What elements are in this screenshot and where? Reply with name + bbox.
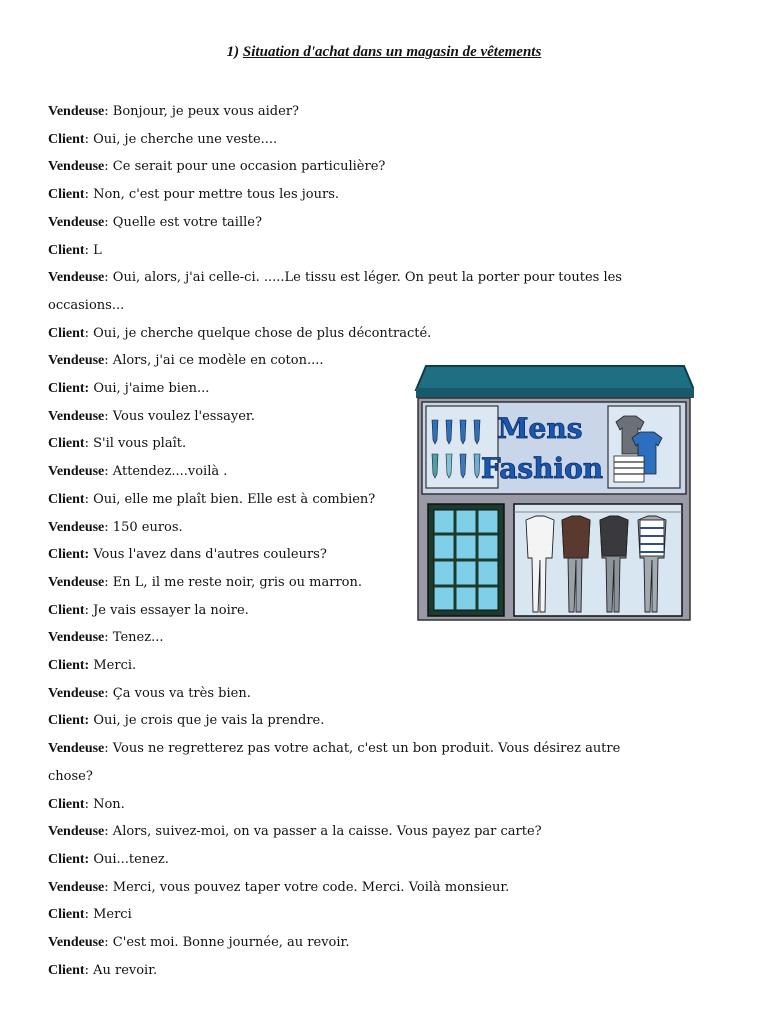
speaker-label: Vendeuse bbox=[48, 519, 105, 535]
utterance-text: En L, il me reste noir, gris ou marron. bbox=[108, 574, 363, 590]
speaker-label: Vendeuse bbox=[48, 464, 105, 480]
utterance-text: C'est moi. Bonne journée, au revoir. bbox=[108, 935, 350, 951]
speaker-separator: : bbox=[84, 242, 89, 258]
sign-text-mens: Mens bbox=[497, 412, 583, 445]
speaker-label: Vendeuse bbox=[48, 574, 105, 590]
dialogue-line bbox=[48, 153, 728, 181]
utterance-text: Vous voulez l'essayer. bbox=[108, 408, 255, 424]
speaker-label: Vendeuse bbox=[48, 408, 105, 424]
roof-edge bbox=[416, 388, 694, 398]
speaker-separator: : bbox=[104, 353, 109, 369]
speaker-label: Vendeuse bbox=[48, 935, 105, 951]
dialogue-line bbox=[48, 126, 728, 154]
speaker-label: Vendeuse bbox=[48, 741, 105, 757]
speaker-label: Client bbox=[48, 796, 85, 812]
dialogue-line bbox=[48, 237, 728, 265]
speaker-separator: : bbox=[104, 408, 109, 424]
speaker-separator: : bbox=[84, 325, 89, 341]
utterance-text: Vous l'avez dans d'autres couleurs? bbox=[89, 547, 327, 563]
speaker-label: Vendeuse bbox=[48, 824, 105, 840]
utterance-text: Je vais essayer la noire. bbox=[88, 602, 249, 618]
dialogue-line bbox=[48, 264, 658, 319]
utterance-text: Oui, alors, j'ai celle-ci. .....Le tissu est léger. On peut la porter pour toutes les occasions... bbox=[48, 270, 622, 313]
utterance-text: Au revoir. bbox=[88, 962, 158, 978]
speaker-label: Client: bbox=[48, 851, 90, 867]
utterance-text: Oui, je crois que je vais la prendre. bbox=[89, 713, 325, 729]
speaker-separator: : bbox=[84, 796, 89, 812]
speaker-separator: : bbox=[84, 131, 89, 147]
dialogue-line bbox=[48, 624, 728, 652]
speaker-label: Client bbox=[48, 325, 85, 341]
speaker-separator: : bbox=[104, 214, 109, 230]
utterance-text: S'il vous plaît. bbox=[88, 436, 187, 452]
utterance-text: Oui, je cherche quelque chose de plus décontracté. bbox=[88, 325, 432, 341]
utterance-text: Attendez....voilà . bbox=[108, 464, 228, 480]
display-window bbox=[514, 504, 682, 616]
speaker-separator: : bbox=[84, 602, 89, 618]
speaker-separator: : bbox=[104, 741, 109, 757]
speaker-label: Vendeuse bbox=[48, 879, 105, 895]
utterance-text: Vous ne regretterez pas votre achat, c'est un bon produit. Vous désirez autre chose? bbox=[48, 741, 621, 784]
speaker-separator: : bbox=[104, 824, 109, 840]
utterance-text: Oui...tenez. bbox=[89, 851, 169, 867]
speaker-separator: : bbox=[104, 519, 109, 535]
dialogue-line bbox=[48, 652, 728, 680]
speaker-label: Vendeuse bbox=[48, 685, 105, 701]
speaker-separator: : bbox=[84, 187, 89, 203]
speaker-label: Vendeuse bbox=[48, 214, 105, 230]
speaker-separator: : bbox=[104, 879, 109, 895]
shop-roof bbox=[416, 366, 694, 390]
utterance-text: Merci, vous pouvez taper votre code. Merci. Voilà monsieur. bbox=[108, 879, 510, 895]
speaker-label: Client bbox=[48, 491, 85, 507]
speaker-label: Client: bbox=[48, 381, 90, 397]
speaker-label: Vendeuse bbox=[48, 353, 105, 369]
shirts-display bbox=[608, 406, 680, 488]
dialogue-line bbox=[48, 818, 728, 846]
utterance-text: Merci. bbox=[89, 658, 137, 674]
dialogue-line bbox=[48, 929, 728, 957]
speaker-label: Client bbox=[48, 962, 85, 978]
utterance-text: Non. bbox=[88, 796, 125, 812]
speaker-separator: : bbox=[84, 436, 89, 452]
title-number: 1) bbox=[226, 44, 240, 60]
speaker-separator: : bbox=[104, 574, 109, 590]
speaker-separator: : bbox=[104, 464, 109, 480]
speaker-separator: : bbox=[84, 962, 89, 978]
speaker-separator: : bbox=[84, 491, 89, 507]
speaker-separator: : bbox=[104, 270, 109, 286]
speaker-label: Client: bbox=[48, 713, 90, 729]
speaker-label: Client bbox=[48, 187, 85, 203]
dialogue-line bbox=[48, 707, 728, 735]
utterance-text: Bonjour, je peux vous aider? bbox=[108, 104, 299, 119]
utterance-text: 150 euros. bbox=[108, 519, 183, 535]
utterance-text: Tenez... bbox=[108, 630, 164, 646]
speaker-label: Client bbox=[48, 242, 85, 258]
speaker-label: Client bbox=[48, 131, 85, 147]
dialogue-line bbox=[48, 957, 728, 985]
speaker-label: Vendeuse bbox=[48, 159, 105, 175]
speaker-label: Client bbox=[48, 602, 85, 618]
dialogue-line bbox=[48, 791, 728, 819]
speaker-label: Client: bbox=[48, 547, 90, 563]
speaker-label: Client bbox=[48, 436, 85, 452]
dialogue-line bbox=[48, 901, 728, 929]
utterance-text: L bbox=[88, 242, 102, 258]
speaker-label: Client: bbox=[48, 658, 90, 674]
dialogue-line bbox=[48, 98, 728, 126]
speaker-separator: : bbox=[104, 630, 109, 646]
sign-text-fashion: Fashion bbox=[480, 452, 604, 485]
dialogue-line bbox=[48, 846, 728, 874]
title-text: Situation d'achat dans un magasin de vêtements bbox=[242, 44, 542, 60]
dialogue-line bbox=[48, 735, 658, 790]
utterance-text: Ce serait pour une occasion particulière? bbox=[108, 159, 386, 175]
speaker-separator: : bbox=[84, 907, 89, 923]
speaker-label: Vendeuse bbox=[48, 630, 105, 646]
document-title bbox=[0, 44, 768, 61]
shop-door bbox=[428, 504, 504, 616]
utterance-text: Oui, je cherche une veste.... bbox=[88, 131, 278, 147]
speaker-separator: : bbox=[104, 685, 109, 701]
speaker-separator: : bbox=[104, 159, 109, 175]
dialogue-line bbox=[48, 680, 728, 708]
dialogue-line bbox=[48, 320, 728, 348]
utterance-text: Quelle est votre taille? bbox=[108, 214, 262, 230]
dialogue-line bbox=[48, 874, 728, 902]
utterance-text: Oui, elle me plaît bien. Elle est à combien? bbox=[88, 491, 376, 507]
speaker-separator: : bbox=[104, 104, 109, 119]
speaker-label: Vendeuse bbox=[48, 104, 105, 119]
utterance-text: Non, c'est pour mettre tous les jours. bbox=[88, 187, 340, 203]
utterance-text: Oui, j'aime bien... bbox=[89, 381, 210, 397]
utterance-text: Ça vous va très bien. bbox=[108, 685, 251, 701]
utterance-text: Alors, j'ai ce modèle en coton.... bbox=[108, 353, 324, 369]
speaker-label: Vendeuse bbox=[48, 270, 105, 286]
speaker-separator: : bbox=[104, 935, 109, 951]
mens-fashion-shop-illustration bbox=[410, 362, 694, 622]
utterance-text: Merci bbox=[88, 907, 132, 923]
utterance-text: Alors, suivez-moi, on va passer a la caisse. Vous payez par carte? bbox=[108, 824, 542, 840]
dialogue-line bbox=[48, 181, 728, 209]
dialogue-line bbox=[48, 209, 728, 237]
speaker-label: Client bbox=[48, 907, 85, 923]
